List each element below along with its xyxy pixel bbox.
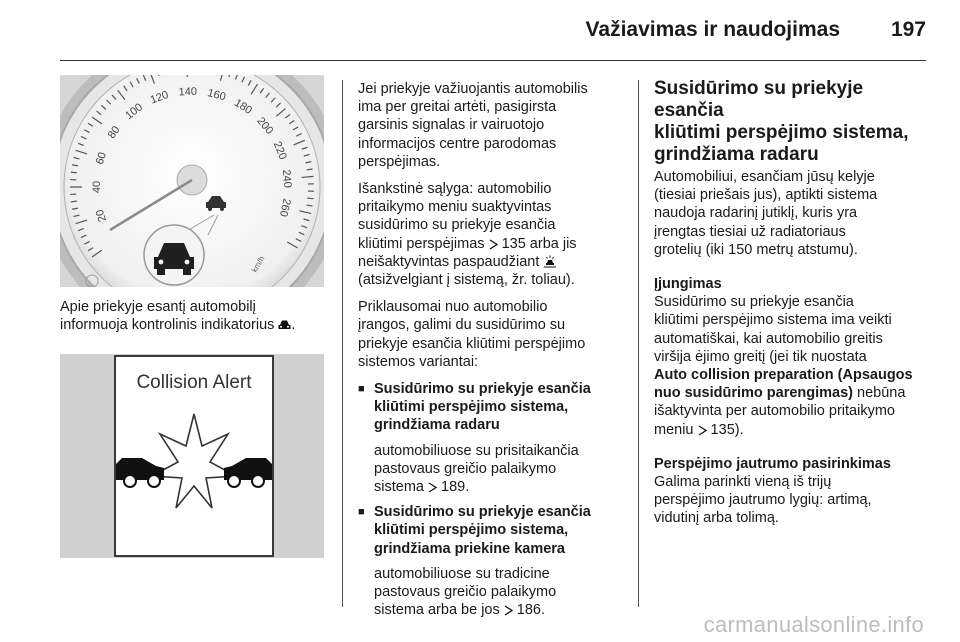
middle-column	[358, 80, 630, 626]
car-indicator-icon	[278, 319, 291, 331]
speedo-number: 120	[148, 88, 171, 107]
bullet-item-camera	[358, 503, 630, 619]
text-line: sistemos variantai:	[358, 353, 479, 370]
setting-name: Auto collision preparation (Apsaugos	[654, 367, 913, 384]
speedo-number: 220	[270, 139, 289, 162]
text-line: viršija ėjimo greitį (jei tik nuostata	[654, 348, 867, 365]
text-line: priekyje esančia kliūtimi perspėjimo	[358, 335, 586, 352]
text-line: išaktyvinta per automobilio pritaikymo	[654, 403, 895, 420]
page-header	[0, 0, 960, 64]
collision-switch-icon	[543, 255, 557, 268]
text-line: kliūtimi perspėjimas	[358, 235, 489, 252]
text-line: 189.	[437, 479, 470, 496]
speedo-number: 60	[93, 150, 109, 167]
subheading-activation: Įjungimas	[654, 276, 722, 293]
text-line: garsinis signalas ir vairuotojo	[358, 117, 545, 134]
middle-paragraph-1	[358, 80, 630, 171]
text-line: Susidūrimo su priekyje esančia	[374, 504, 591, 521]
text-line: (atsižvelgiant į sistemą, žr. toliau).	[358, 272, 575, 289]
speed-unit-label: km/h	[249, 254, 267, 274]
text-line: vidutinį arba tolimą.	[654, 510, 779, 527]
text-line: informacijos centre parodomas	[358, 135, 557, 152]
bullet-title	[374, 380, 630, 435]
header-rule	[60, 60, 926, 61]
speedo-number: 80	[105, 124, 123, 141]
speedo-tick	[187, 75, 188, 77]
heading-line: grindžiama radaru	[654, 144, 819, 165]
column-divider-left	[342, 80, 343, 607]
text-line: perspėjimas.	[358, 153, 441, 170]
speedo-number: 40	[91, 180, 103, 194]
text-line: pastovaus greičio palaikymo	[374, 584, 557, 601]
car-indicator-magnified-icon	[144, 225, 204, 285]
subheading-sensitivity: Perspėjimo jautrumo pasirinkimas	[654, 455, 891, 472]
text-line: naudoja radarinį jutiklį, kuris yra	[654, 205, 858, 222]
text-line: nebūna	[853, 385, 906, 402]
speedo-tick	[71, 172, 77, 173]
heading-line: Susidūrimo su priekyje esančia	[654, 78, 864, 121]
text-line: grindžiama priekine kamera	[374, 540, 565, 557]
speedo-number: 140	[178, 85, 198, 99]
bullet-body	[374, 442, 630, 497]
triangle-ref-icon	[698, 425, 707, 436]
text-line: pastovaus greičio palaikymo	[374, 460, 557, 477]
speedo-number: 180	[232, 96, 255, 117]
text-line: pritaikymo meniu suaktyvintas	[358, 199, 552, 216]
speedo-number: 260	[276, 197, 293, 218]
text-line: Išankstinė sąlyga: automobilio	[358, 181, 552, 198]
setting-name: nuo susidūrimo parengimas)	[654, 385, 853, 402]
speedometer-figure	[60, 75, 324, 287]
text-line: neišaktyvintas paspaudžiant	[358, 253, 544, 270]
caption-period: .	[291, 317, 296, 334]
text-line: 135 arba jis	[497, 235, 577, 252]
section-heading	[654, 78, 934, 166]
text-line: automobiliuose su tradicine	[374, 565, 550, 582]
collision-alert-title: Collision Alert	[136, 372, 252, 393]
speedo-number: 240	[279, 169, 294, 189]
text-line: meniu	[654, 421, 698, 438]
text-line: automatiškai, kai automobilio greitis	[654, 330, 883, 347]
text-line: Galima parinkti vieną iš trijų	[654, 474, 832, 491]
heading-line: kliūtimi perspėjimo sistema,	[654, 122, 909, 143]
triangle-ref-icon	[428, 482, 437, 493]
speedo-tick	[71, 201, 77, 202]
triangle-ref-icon	[504, 605, 513, 616]
text-line: susidūrimo su priekyje esančia	[358, 217, 556, 234]
collision-alert-illustration	[60, 354, 324, 558]
bullet-item-radar	[358, 380, 630, 496]
speedo-number: 20	[93, 207, 109, 224]
column-divider-right	[638, 80, 639, 607]
bullet-title	[374, 503, 630, 558]
section-title: Važiavimas ir naudojimas	[585, 18, 840, 41]
collision-alert-figure	[60, 354, 324, 558]
text-line: automobiliuose su prisitaikančia	[374, 442, 579, 459]
text-line: kliūtimi perspėjimo sistema ima veikti	[654, 312, 892, 329]
watermark: carmanualsonline.info	[703, 612, 924, 637]
text-line: (tiesiai priešais jus), aptikti sistema	[654, 187, 878, 204]
text-line: sistema	[374, 479, 428, 496]
text-line: įrangos, galimi du susidūrimo su	[358, 317, 566, 334]
caption-line-1: Apie priekyje esantį automobilį	[60, 299, 256, 315]
text-line: grindžiama radaru	[374, 417, 500, 434]
text-line: sistema arba be jos	[374, 602, 504, 619]
speedometer-illustration	[60, 75, 324, 287]
middle-paragraph-3	[358, 298, 630, 371]
speedo-number: 160	[206, 87, 228, 104]
text-line: kliūtimi perspėjimo sistema,	[374, 522, 569, 539]
text-line: 135).	[706, 421, 744, 438]
text-line: Priklausomai nuo automobilio	[358, 299, 548, 316]
text-line: Jei priekyje važiuojantis automobilis	[358, 81, 588, 97]
text-line: Susidūrimo su priekyje esančia	[654, 294, 854, 311]
triangle-ref-icon	[489, 239, 498, 250]
text-line: įrengtas tiesiai už radiatoriaus	[654, 223, 846, 240]
text-line: Susidūrimo su priekyje esančia	[374, 381, 591, 398]
left-caption	[60, 298, 330, 334]
text-line: Automobiliui, esančiam jūsų kelyje	[654, 169, 875, 185]
text-line: 186.	[512, 602, 546, 619]
text-line: ima per greitai artėti, pasigirsta	[358, 99, 557, 116]
right-paragraph-1	[654, 168, 934, 259]
text-line: kliūtimi perspėjimo sistema,	[374, 399, 569, 416]
speedo-number: 100	[123, 101, 146, 122]
right-paragraph-3	[654, 473, 934, 528]
caption-line-2-text: informuoja kontrolinis indikatorius	[60, 317, 275, 334]
bullet-square-icon: ■	[358, 506, 365, 519]
right-column	[654, 78, 934, 537]
speedo-tick	[307, 198, 313, 199]
text-line: grotelių (iki 150 metrų atstumu).	[654, 241, 858, 258]
caption-line-2	[60, 316, 330, 334]
bullet-square-icon: ■	[358, 383, 365, 396]
bullet-body	[374, 565, 630, 620]
middle-paragraph-2	[358, 180, 630, 289]
text-line: perspėjimo jautrumo lygių: artimą,	[654, 492, 872, 509]
right-paragraph-2	[654, 293, 934, 439]
page-number: 197	[890, 18, 926, 41]
speedo-number: 200	[254, 115, 276, 137]
